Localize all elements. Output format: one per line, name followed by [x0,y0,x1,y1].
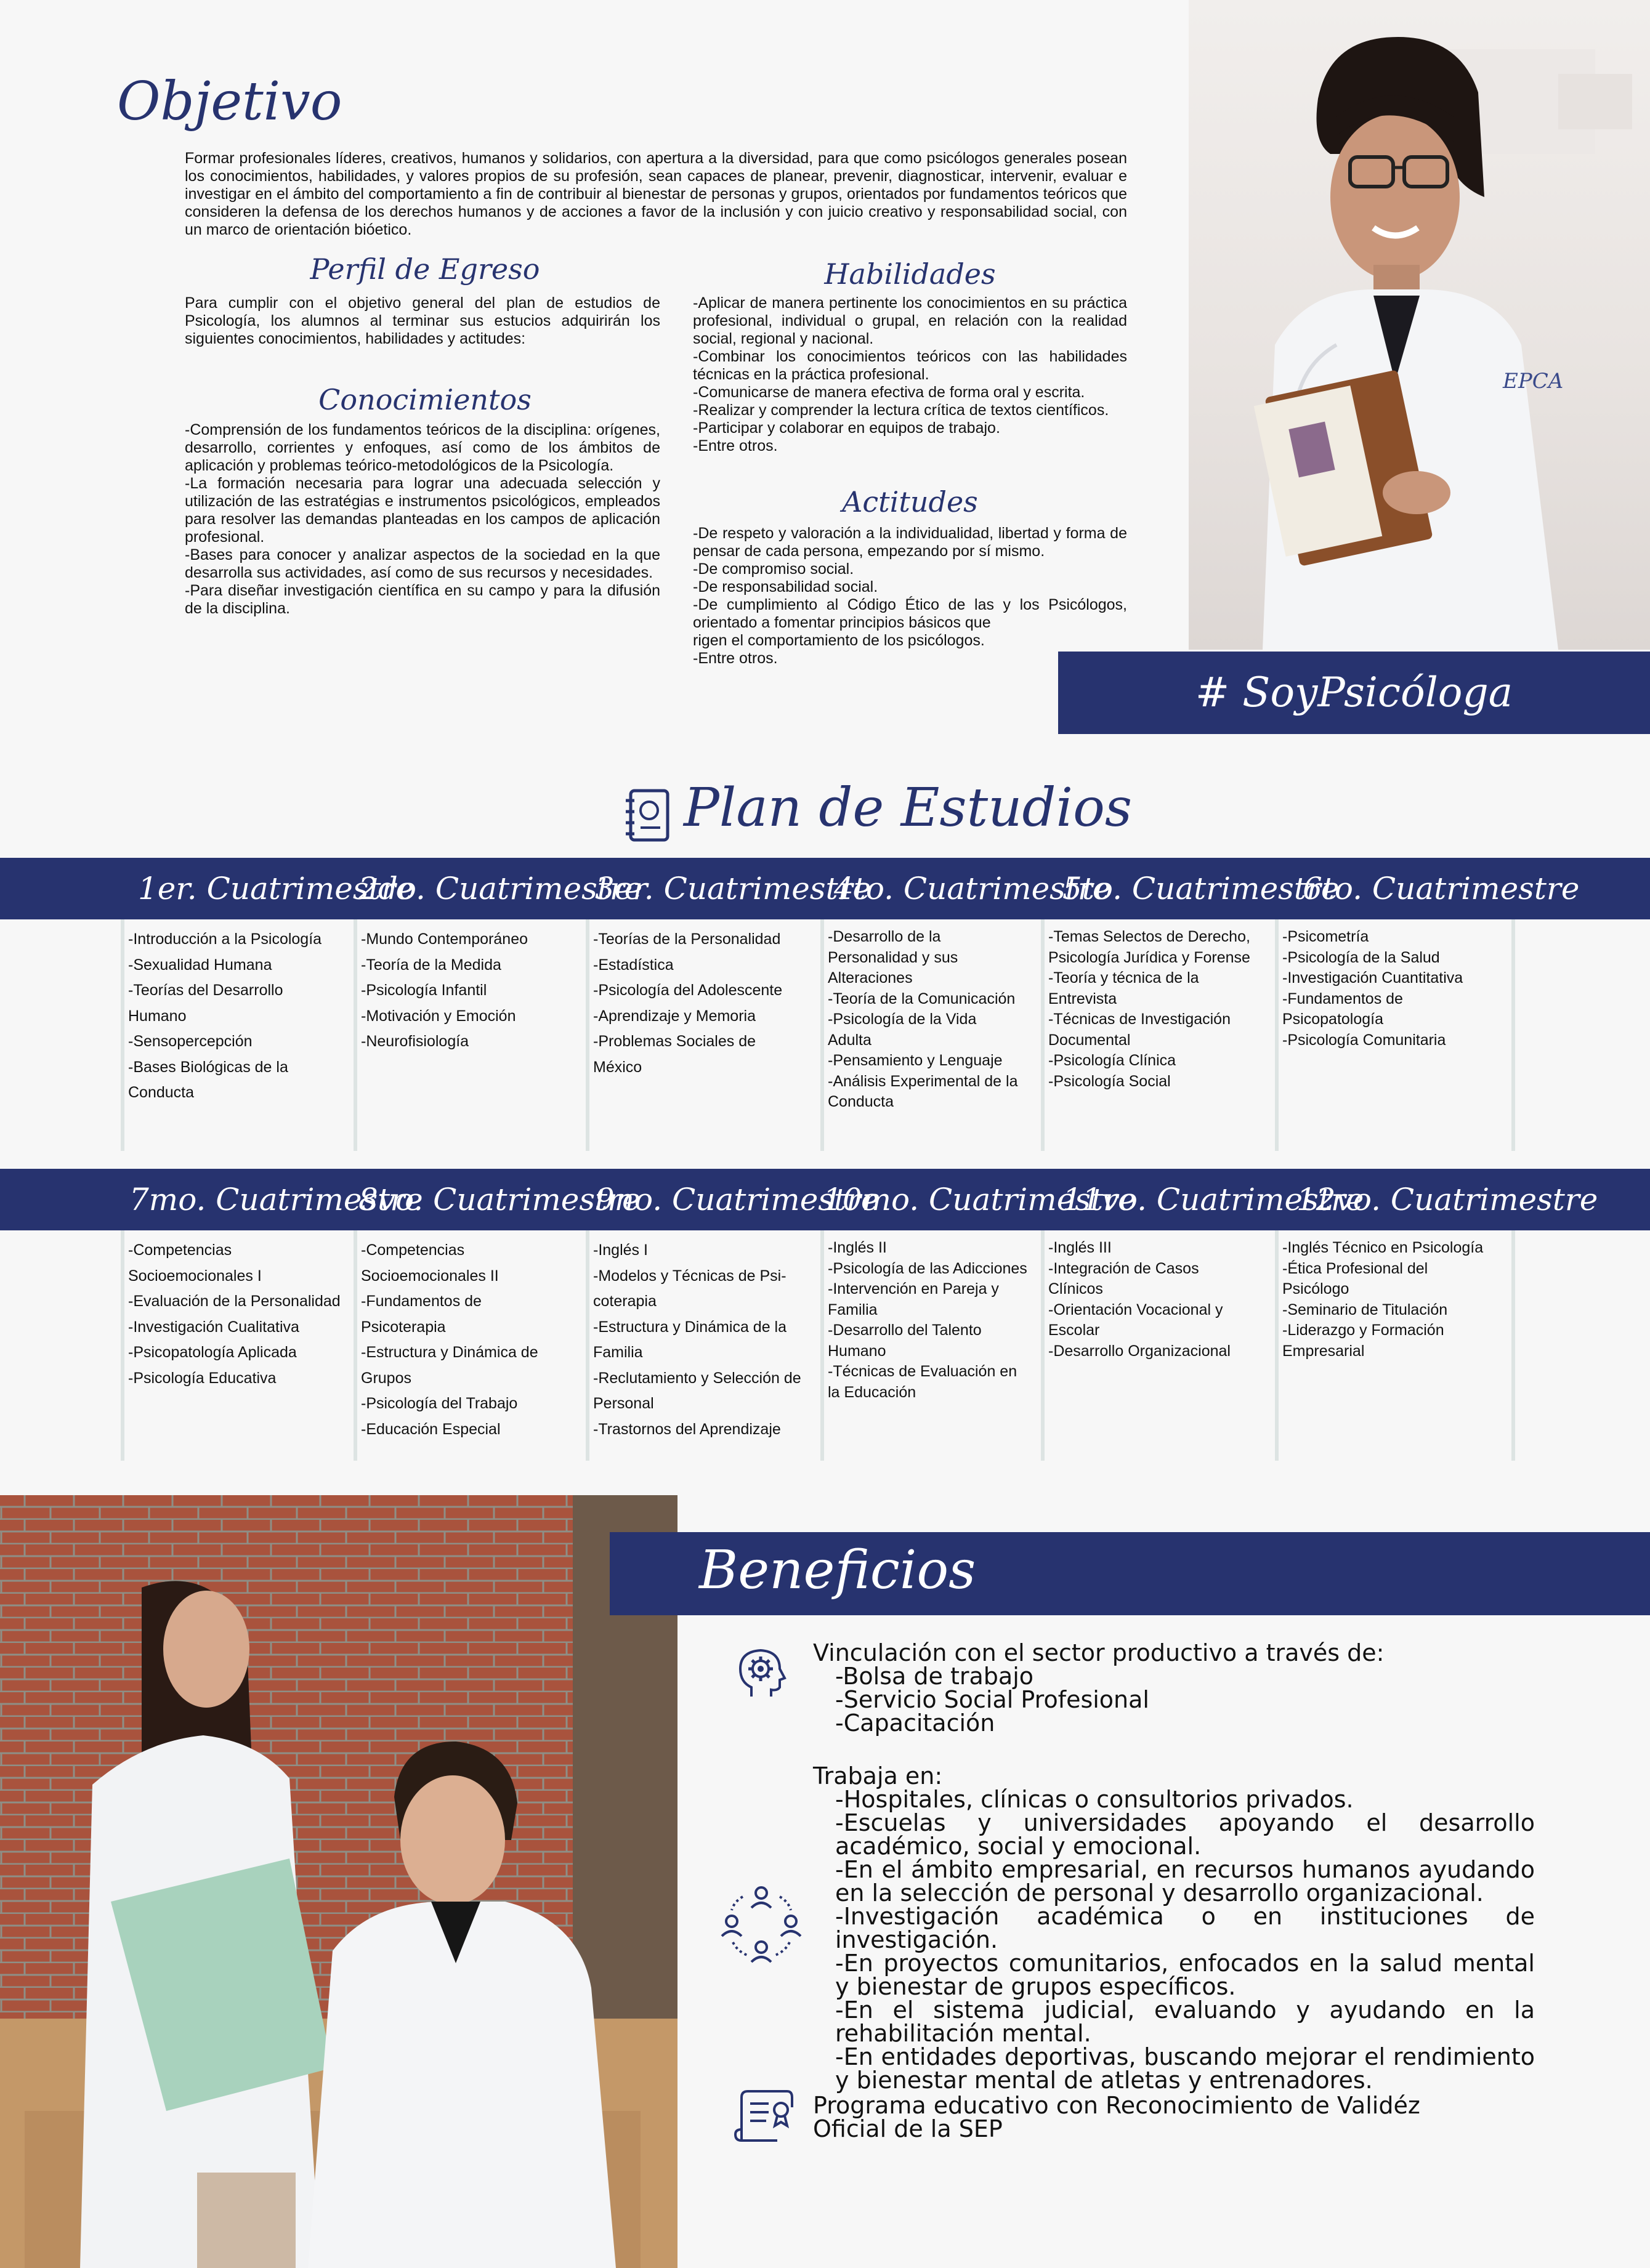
course-item: coterapia [593,1293,657,1310]
course-item: -Psicometría [1282,928,1369,945]
actitudes-title: Actitudes [842,485,978,519]
habilidades-item: -Participar y colaborar en equipos de trabajo. [693,419,1000,437]
course-item: -Estructura y Dinámica de la [593,1318,787,1336]
course-item: -Desarrollo de la [828,928,941,945]
objetivo-text: Formar profesionales líderes, creativos, humanos y solidarios, con apertura a la diversidad, para que como psicólogos generales posean los conocimientos, habilidades, y valores propios de su profesión, sean capaces de planear, prevenir, diagnosticar, intervenir, evaluar e investigar en el ámbito del comportamiento a fin de contribuir al bienestar de personas y grupos, orientados por fundamentos teóricos que consideren la defensa de los derechos humanos y de acciones a favor de la inclusión y con juicio creativo y responsabilidad social, con un marco de orientación bióetico. [185,150,1127,238]
course-item: -Problemas Sociales de [593,1033,756,1050]
course-item: -Teoría de la Medida [361,956,501,974]
course-list-10 [820,1230,1041,1461]
course-item: -Integración de Casos [1048,1259,1199,1277]
course-list-9 [586,1230,821,1461]
course-item: -Investigación Cualitativa [128,1318,299,1336]
course-item: -Técnicas de Investigación [1048,1011,1231,1028]
cuatrimestre-header-bar [0,858,1650,919]
course-item: Conducta [128,1084,195,1101]
actitudes-item: -De cumplimiento al Código Ético de las y los Psicólogos, orientado a fomentar principios básicos que [693,596,1127,631]
course-item: -Teoría y técnica de la [1048,969,1199,987]
course-item: -Psicología Comunitaria [1282,1031,1446,1049]
course-item: -Desarrollo del Talento [828,1322,982,1339]
conocimientos-item: -Comprensión de los fundamentos teóricos de la disciplina: orígenes, desarrollo, corrientes y enfoques, así como de los ámbitos de aplicación y problemas teórico-metodológicos de la Psicología. [185,421,660,474]
trabaja-item: -En el ámbito empresarial, en recursos humanos ayudando en la selección de personal y desarrollo organizacional. [835,1856,1535,1907]
course-item: -Fundamentos de [361,1293,482,1310]
planner-book-icon [622,787,674,846]
course-item: -Liderazgo y Formación [1282,1322,1444,1339]
course-item: Humano [828,1342,886,1360]
course-item: Documental [1048,1031,1131,1049]
course-list-4 [820,919,1041,1151]
course-item: Adulta [828,1031,872,1049]
course-item: -Inglés II [828,1239,887,1256]
course-item: Psicólogo [1282,1280,1349,1297]
course-item: -Psicología del Adolescente [593,982,783,999]
hashtag-text: # SoyPsicóloga [1195,669,1513,716]
course-item: -Ética Profesional del [1282,1259,1428,1277]
course-item: -Inglés I [593,1241,648,1259]
course-item: -Modelos y Técnicas de Psi- [593,1267,787,1285]
course-item: -Desarrollo Organizacional [1048,1342,1231,1360]
trabaja-item: -Hospitales, clínicas o consultorios privados. [835,1786,1354,1813]
course-list-3 [586,919,821,1151]
course-item: -Educación Especial [361,1420,501,1438]
course-item: -Psicología Clínica [1048,1052,1176,1069]
cuatrimestre-title: 12vo. Cuatrimestre [1296,1182,1598,1217]
course-list-11 [1041,1230,1276,1461]
cuatrimestre-title: 7mo. Cuatrimestre [129,1182,423,1217]
conocimientos-item: -La formación necesaria para lograr una adecuada selección y utilización de las estratégias e instrumentos psicológicos, empleados para resolver las demandas planteadas en los campos de aplicación profesional. [185,475,660,546]
course-item: Personalidad y sus [828,948,958,966]
course-item: Personal [593,1395,654,1412]
actitudes-item: -De respeto y valoración a la individualidad, libertad y forma de pensar de cada persona, empezando por sí mismo. [693,525,1127,560]
vinculacion-block [813,1641,1384,1735]
habilidades-item: -Realizar y comprender la lectura crítica de textos científicos. [693,402,1109,419]
actitudes-item: -De compromiso social. [693,560,854,578]
course-item: -Trastornos del Aprendizaje [593,1420,781,1438]
course-item: -Psicología Infantil [361,982,487,999]
trabaja-heading: Trabaja en: [813,1762,943,1790]
course-item: Psicopatología [1282,1011,1384,1028]
vinculacion-item: -Servicio Social Profesional [835,1686,1149,1713]
perfil-egreso-title: Perfil de Egreso [310,252,540,286]
course-item: -Psicología Social [1048,1072,1171,1090]
course-list-12 [1275,1230,1515,1461]
course-item: -Psicopatología Aplicada [128,1344,297,1361]
course-list-7 [121,1230,357,1461]
course-item: -Seminario de Titulación [1282,1301,1448,1318]
course-item: Empresarial [1282,1342,1365,1360]
cuatrimestre-title: 6to. Cuatrimestre [1303,871,1580,906]
actitudes-item: -De responsabilidad social. [693,578,878,595]
habilidades-list [693,294,1127,455]
certificate-icon [734,2089,796,2144]
course-item: Familia [593,1344,643,1361]
habilidades-item: -Comunicarse de manera efectiva de forma oral y escrita. [693,384,1085,401]
trabaja-item: -En el sistema judicial, evaluando y ayudando en la rehabilitación mental. [835,1996,1535,2047]
cuatrimestre-title: 2do. Cuatrimestre [358,871,643,906]
course-item: -Sexualidad Humana [128,956,272,974]
course-item: -Análisis Experimental de la [828,1072,1018,1090]
course-list-5 [1041,919,1276,1151]
student-photo [1189,0,1650,650]
trabaja-block [813,1764,1535,2092]
conocimientos-list [185,421,660,618]
course-item: -Psicología del Trabajo [361,1395,518,1412]
course-item: -Intervención en Pareja y [828,1280,999,1297]
conocimientos-item: -Bases para conocer y analizar aspectos de la sociedad en la que desarrolla sus actividades, así como de sus recursos y necesidades. [185,546,660,581]
course-item: -Motivación y Emoción [361,1007,516,1025]
course-item: Entrevista [1048,990,1117,1007]
student-illustration [1189,0,1650,650]
trabaja-item: -En proyectos comunitarios, enfocados en la salud mental y bienestar de grupos específicos. [835,1950,1535,2000]
course-item: -Introducción a la Psicología [128,930,322,948]
course-item: -Psicología de la Vida [828,1011,977,1028]
course-item: México [593,1058,642,1076]
course-item: Socioemocionales II [361,1267,499,1285]
course-item: Alteraciones [828,969,913,987]
habilidades-item: -Aplicar de manera pertinente los conocimientos en su práctica profesional, individual o grupal, en relación con la realidad social, regional y nacional. [693,294,1127,347]
course-item: -Estadística [593,956,674,974]
course-item: Escolar [1048,1322,1100,1339]
cuatrimestre-title: 8vo. Cuatrimestre [358,1182,641,1217]
course-item: -Evaluación de la Personalidad [128,1293,341,1310]
course-item: -Fundamentos de [1282,990,1403,1007]
cuatrimestre-title: 10mo. Cuatrimestre [823,1182,1136,1217]
course-item: Psicología Jurídica y Forense [1048,948,1250,966]
habilidades-title: Habilidades [824,257,996,291]
course-item: -Psicología Educativa [128,1369,277,1387]
cuatrimestre-title: 1er. Cuatrimestre [138,871,415,906]
course-item: -Inglés III [1048,1239,1112,1256]
course-item: -Pensamiento y Lenguaje [828,1052,1003,1069]
course-item: -Reclutamiento y Selección de [593,1369,801,1387]
course-item: -Bases Biológicas de la [128,1058,288,1076]
course-item: Humano [128,1007,187,1025]
students-illustration [0,1495,677,2268]
epca-logo: EPCA [1503,369,1564,393]
course-item: Conducta [828,1093,894,1110]
course-item: -Teoría de la Comunicación [828,990,1016,1007]
conocimientos-item: -Para diseñar investigación científica en su campo y para la difusión de la disciplina. [185,582,660,617]
vinculacion-heading: Vinculación con el sector productivo a través de: [813,1639,1385,1666]
course-item: Socioemocionales I [128,1267,262,1285]
course-list-2 [354,919,586,1151]
course-item: -Sensopercepción [128,1033,253,1050]
course-item: -Orientación Vocacional y [1048,1301,1223,1318]
perfil-egreso-text: Para cumplir con el objetivo general del plan de estudios de Psicología, los alumnos al terminar sus estucios adquirirán los siguientes conocimientos, habilidades y actitudes: [185,294,660,347]
course-item: -Psicología de las Adicciones [828,1259,1027,1277]
course-item: -Aprendizaje y Memoria [593,1007,756,1025]
cuatrimestre-title: 5to. Cuatrimestre [1062,871,1340,906]
plan-estudios-title: Plan de Estudios [684,777,1132,839]
course-list-6 [1275,919,1515,1151]
actitudes-list [693,525,1127,668]
course-item: -Inglés Técnico en Psicología [1282,1239,1484,1256]
cuatrimestre-title: 4to. Cuatrimestre [834,871,1111,906]
course-item: -Técnicas de Evaluación en [828,1363,1017,1380]
course-item: -Competencias [361,1241,465,1259]
students-photo [0,1495,677,2268]
vinculacion-item: -Capacitación [835,1709,995,1737]
trabaja-item: -En entidades deportivas, buscando mejorar el rendimiento y bienestar mental de atletas y entrenadores. [835,2043,1535,2094]
course-list-8 [354,1230,586,1461]
objetivo-title: Objetivo [117,71,342,132]
course-item: -Competencias [128,1241,232,1259]
cuatrimestre-title: 11vo. Cuatrimestre [1062,1182,1364,1217]
people-network-icon [719,1883,803,1963]
course-item: -Investigación Cuantitativa [1282,969,1463,987]
course-item: -Psicología de la Salud [1282,948,1440,966]
course-item: la Educación [828,1383,916,1401]
course-item: -Estructura y Dinámica de [361,1344,538,1361]
beneficios-title: Beneficios [699,1540,976,1601]
course-item: -Teorías del Desarrollo [128,982,283,999]
vinculacion-item: -Bolsa de trabajo [835,1663,1033,1690]
actitudes-item: -Entre otros. [693,650,778,667]
course-item: -Temas Selectos de Derecho, [1048,928,1250,945]
trabaja-item: -Investigación académica o en instituciones de investigación. [835,1903,1535,1953]
course-item: Psicoterapia [361,1318,446,1336]
habilidades-item: -Entre otros. [693,437,778,454]
course-item: Clínicos [1048,1280,1103,1297]
course-list-1 [121,919,357,1151]
course-item: -Neurofisiología [361,1033,469,1050]
course-item: Familia [828,1301,878,1318]
cuatrimestre-header-bar [0,1169,1650,1230]
programa-sep-text: Programa educativo con Reconocimiento de Validéz Oficial de la SEP [813,2092,1420,2142]
actitudes-item: rigen el comportamiento de los psicólogos. [693,632,985,649]
course-item: -Teorías de la Personalidad [593,930,781,948]
conocimientos-title: Conocimientos [318,383,532,416]
course-item: -Mundo Contemporáneo [361,930,528,948]
trabaja-item: -Escuelas y universidades apoyando el desarrollo académico, social y emocional. [835,1809,1535,1860]
cuatrimestre-title: 3er. Cuatrimestre [595,871,872,906]
gear-head-icon [733,1644,788,1700]
course-item: Grupos [361,1369,411,1387]
cuatrimestre-title: 9no. Cuatrimestre [595,1182,880,1217]
habilidades-item: -Combinar los conocimientos teóricos con las habilidades técnicas en la práctica profesional. [693,348,1127,383]
